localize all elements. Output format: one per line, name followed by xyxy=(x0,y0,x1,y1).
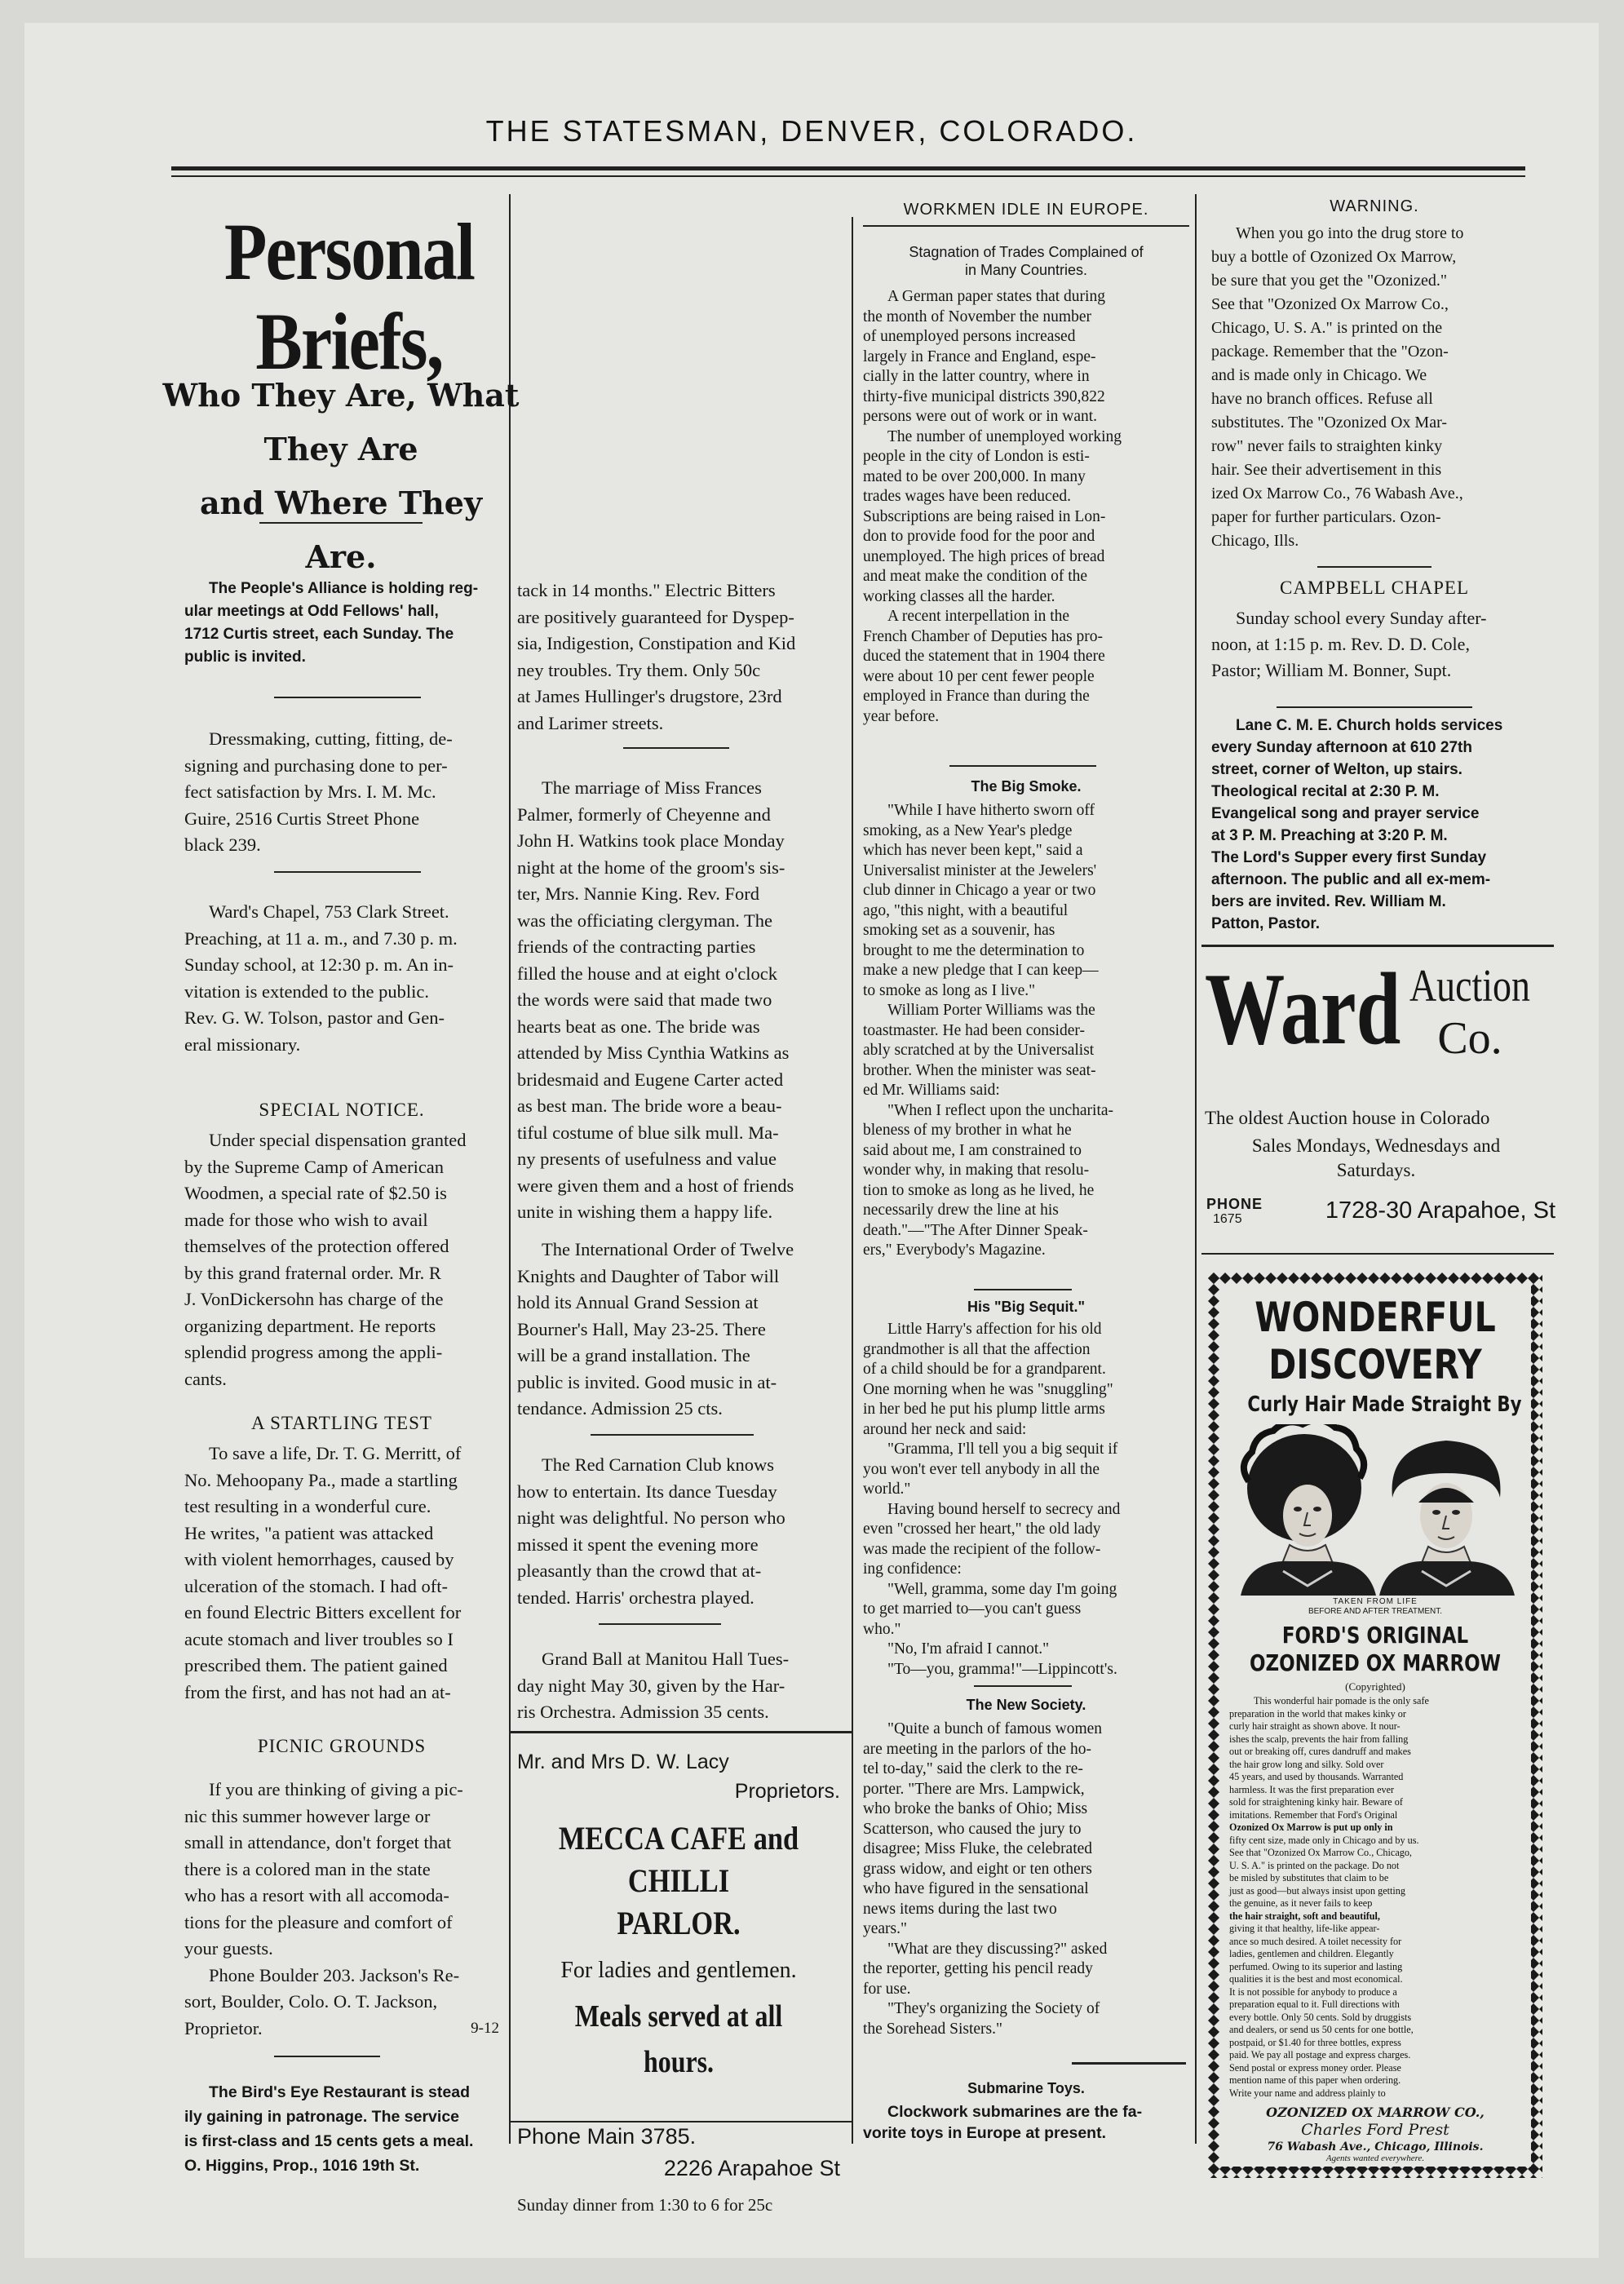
item-dressmaking: Dressmaking, cutting, fitting, de- signing and purchasing done to per- fect satisfaction by Mrs. I. M. Mc. Guire, 2516 Curtis Street Phone black 239. xyxy=(184,728,453,855)
ward-line-3: Saturdays. xyxy=(1336,1160,1416,1180)
deck-headline xyxy=(160,369,522,584)
ward-auction-ad xyxy=(1205,953,1554,1263)
separator xyxy=(591,1434,754,1436)
separator xyxy=(1317,566,1432,568)
separator xyxy=(274,697,421,698)
ford-name-1: FORD'S ORIGINAL xyxy=(1281,1622,1469,1649)
item-birds-eye-restaurant: The Bird's Eye Restaurant is stead ily gaining in patronage. The service is first-class and 15 cents gets a meal. O. Higgins, Prop., 1016 19th St. xyxy=(184,2083,474,2175)
after-portrait xyxy=(1379,1441,1515,1596)
item-electric-bitters-cont: tack in 14 months." Electric Bitters are positively guaranteed for Dyspep- sia, Indigestion, Constipation and Kid ney troubles. Try them. Only 50c at James Hullinger's drugstore, 23rd and Larimer streets. xyxy=(517,580,796,733)
column-rule-2 xyxy=(852,217,853,2144)
headline-rule xyxy=(259,522,423,524)
ward-address: 1728-30 Arapahoe, St xyxy=(1325,1197,1555,1224)
picnic-grounds-title: PICNIC GROUNDS xyxy=(257,1736,427,1756)
mecca-cafe-ad xyxy=(517,1747,840,2217)
separator xyxy=(274,2056,380,2057)
notice-campbell-chapel: Sunday school every Sunday after- noon, at 1:15 p. m. Rev. D. D. Cole, Pastor; William M. Bonner, Supt. xyxy=(1211,608,1487,680)
deck-line-1: Who They Are, What They Are xyxy=(162,377,520,467)
separator xyxy=(949,765,1096,767)
separator xyxy=(1277,706,1472,708)
ward-line-1: The oldest Auction house in Colorado xyxy=(1205,1108,1490,1128)
ford-caption-2: BEFORE AND AFTER TREATMENT. xyxy=(1308,1607,1443,1616)
ward-phone-label: PHONE xyxy=(1206,1196,1263,1212)
ford-agents: Agents wanted everywhere. xyxy=(1325,2153,1425,2163)
mecca-meals: Meals served at all hours. xyxy=(574,1999,783,2079)
ford-title-1: WONDERFUL xyxy=(1255,1294,1496,1341)
ford-copyright: (Copyrighted) xyxy=(1345,1680,1405,1693)
campbell-chapel-title: CAMPBELL CHAPEL xyxy=(1279,578,1470,598)
mecca-address: 2226 Arapahoe St xyxy=(663,2156,840,2180)
item-startling-test: To save a life, Dr. T. G. Merritt, of No. Mehoopany Pa., made a startling test resulting in a wonderful cure. He writes, "a patient was attacked with violent hemorrhages, caused by ulceration of the stomach. I had oft- en found Electric Bitters excellent for acute stomach and liver troubles so I prescribed them. The patient gained from the first, and has not had an at- xyxy=(184,1443,462,1702)
special-notice-title: SPECIAL NOTICE. xyxy=(259,1100,425,1120)
ward-phone-number: 1675 xyxy=(1213,1212,1242,1226)
warning-title: WARNING. xyxy=(1330,197,1419,215)
separator xyxy=(1072,2062,1186,2065)
masthead: THE STATESMAN, DENVER, COLORADO. xyxy=(485,114,1138,148)
picnic-date-code: 9-12 xyxy=(471,2019,499,2037)
ford-company: OZONIZED OX MARROW CO., xyxy=(1266,2105,1485,2120)
ford-tagline: Curly Hair Made Straight By xyxy=(1247,1392,1522,1417)
ward-auction: Auction xyxy=(1409,961,1530,1011)
new-society-title: The New Society. xyxy=(966,1697,1086,1713)
ford-title-2: DISCOVERY xyxy=(1268,1341,1482,1388)
item-marriage: The marriage of Miss Frances Palmer, formerly of Cheyenne and John H. Watkins took place Monday night at the home of the groom's sis- ter, Mrs. Nannie King. Rev. Ford was the officiating clergyman. The friends of the contracting parties filled the house and at eight o'clock the words were said that made two hearts beat as one. The bride was attended by Miss Cynthia Watkins as bridesmaid and Eugene Carter acted as best man. The bride wore a beau- tiful costume of blue silk mull. Ma- ny presents of usefulness and value were given them and a host of friends unite in wishing them a happy life. xyxy=(517,777,794,1222)
ford-address: 76 Wabash Ave., Chicago, Illinois. xyxy=(1267,2140,1484,2153)
ad-rule-bottom xyxy=(509,2121,852,2122)
item-grand-ball: Grand Ball at Manitou Hall Tues- day night May 30, given by the Har- ris Orchestra. Admission 35 cents. xyxy=(517,1649,790,1722)
masthead-rule-thick xyxy=(171,166,1525,170)
mecca-sunday-dinner: Sunday dinner from 1:30 to 6 for 25c xyxy=(517,2195,773,2215)
column-rule-3 xyxy=(1195,194,1197,2144)
title-rule xyxy=(863,225,1189,227)
item-knights-of-tabor: The International Order of Twelve Knights and Daughter of Tabor will hold its Annual Grand Session at Bourner's Hall, May 23-25. There will be a grand installation. The public is invited. Good music in at- tendance. Admission 25 cts. xyxy=(517,1239,794,1419)
submarine-toys-title: Submarine Toys. xyxy=(967,2080,1085,2096)
article-new-society: "Quite a bunch of famous women are meeting in the parlors of the ho- tel to-day," said the clerk to the re- porter. "There are Mrs. Lampwick, who broke the banks of Ohio; Miss Scatterson, who caused the jury to disagree; Miss Fluke, the celebrated grass widow, and eight or ten others who have figured in the sensational news items during the last two years." "What are they discussing?" asked the reporter, getting his pencil ready for use. "They's organizing the Society of the Sorehead Sisters." xyxy=(863,1720,1108,2038)
startling-test-title: A STARTLING TEST xyxy=(251,1413,432,1433)
item-special-notice: Under special dispensation granted by the Supreme Camp of American Woodmen, a special rate of $2.50 is made for those who wish to avail themselves of the protection offered by this grand fraternal order. Mr. R J. VonDickersohn has charge of the organizing department. He reports splendid progress among the appli- cants. xyxy=(184,1130,467,1389)
item-peoples-alliance: The People's Alliance is holding reg- ular meetings at Odd Fellows' hall, 1712 Curtis street, each Sunday. The public is invited. xyxy=(184,580,479,666)
masthead-rule-thin xyxy=(171,175,1525,177)
headline-personal-briefs: Personal Briefs, xyxy=(223,206,475,387)
ad-rule-top xyxy=(509,1731,852,1733)
item-wards-chapel: Ward's Chapel, 753 Clark Street. Preaching, at 11 a. m., and 7.30 p. m. Sunday school, at 12:30 p. m. An in- vitation is extended to the public. Rev. G. W. Tolson, pastor and Gen- eral missionary. xyxy=(184,901,458,1055)
separator xyxy=(623,747,729,749)
article-submarine-toys: Clockwork submarines are the fa- vorite toys in Europe at present. xyxy=(863,2103,1143,2142)
mecca-owners: Mr. and Mrs D. W. Lacy xyxy=(517,1751,729,1773)
deck-line-2: and Where They Are. xyxy=(199,485,483,575)
mecca-name-1: MECCA CAFE and CHILLI xyxy=(558,1820,799,1899)
ford-signature: Charles Ford Prest xyxy=(1301,2121,1449,2139)
ford-caption-1: TAKEN FROM LIFE xyxy=(1333,1597,1418,1606)
ward-name: Ward xyxy=(1205,953,1401,1066)
ward-line-2: Sales Mondays, Wednesdays and xyxy=(1251,1135,1501,1156)
article-workmen-idle: A German paper states that during the month of November the number of unemployed persons increased largely in France and England, espe- cially in the latter country, where in thirty-five municipal districts 390,822 persons were out of work or in want. The number of unemployed working people in the city of London is esti- mated to be over 200,000. In many trades wages have been reduced. Subscriptions are being raised in Lon- don to provide food for the poor and unemployed. The high prices of bread and meat make the condition of the working classes all the harder. A recent interpellation in the French Chamber of Deputies has pro- duced the statement that in 1904 there were about 10 per cent fewer people employed in France than during the year before. xyxy=(863,288,1122,725)
notice-lane-church: Lane C. M. E. Church holds services every Sunday afternoon at 610 27th street, corner of Welton, up stairs. Theological recital at 2:30 P. M. Evangelical song and prayer service at 3 P. M. Preaching at 3:20 P. M. The Lord's Supper every first Sunday afternoon. The public and all ex-mem- bers are invited. Rev. William M. Patton, Pastor. xyxy=(1211,717,1503,932)
separator xyxy=(274,871,421,873)
separator xyxy=(599,1623,721,1625)
article-big-sequit: Little Harry's affection for his old grandmother is all that the affection of a child should be for a grandparent. One morning when he was "snuggling" in her bed he put his plump little arms around her neck and said: "Gramma, I'll tell you a big sequit if you won't ever tell anybody in all the world." Having bound herself to secrecy and even "crossed her heart," the old lady was made the recipient of the follow- ing confidence: "Well, gramma, some day I'm going to get married to—you can't guess who." "No, I'm afraid I cannot." "To—you, gramma!"—Lippincott's. xyxy=(863,1321,1121,1678)
before-after-portraits xyxy=(1232,1424,1518,1596)
ford-name-2: OZONIZED OX MARROW xyxy=(1249,1649,1502,1676)
before-portrait xyxy=(1241,1424,1376,1596)
newspaper-page xyxy=(24,23,1599,2258)
ad-rule-top xyxy=(1201,945,1554,947)
ward-co: Co. xyxy=(1437,1013,1502,1064)
workmen-idle-subtitle: Stagnation of Trades Complained of in Many Countries. xyxy=(909,244,1144,278)
item-red-carnation-club: The Red Carnation Club knows how to entertain. Its dance Tuesday night was delightful. No person who missed it spent the evening more pleasantly than the crowd that at- tended. Harris' orchestra played. xyxy=(517,1454,785,1608)
ford-body: This wonderful hair pomade is the only safe preparation in the world that makes kinky or curly hair straight as shown above. It nour- ishes the scalp, prevents the hair from falling out or breaking off, cures dandruff and makes the hair grow long and silky. Sold over 45 years, and used by thousands. Warranted harmless. It was the first preparation ever sold for straightening kinky hair. Beware of imitations. Remember that Ford's Original Ozonized Ox Marrow is put up only in fifty cent size, made only in Chicago and by us. See that "Ozonized Ox Marrow Co., Chicago, U. S. A." is printed on the package. Do not be misled by substitutes that claim to be just as good—but always insist upon getting the genuine, as it never fails to keep the hair straight, soft and beautiful, giving it that healthy, life-like appear- ance so much desired. A toilet necessity for ladies, gentlemen and children. Elegantly perfumed. Owing to its superior and lasting qualities it is the best and most economical. It is not possible for anybody to produce a preparation equal to it. Full directions with every bottle. Only 50 cents. Sold by druggists and dealers, or send us 50 cents for one bottle, postpaid, or $1.40 for three bottles, express paid. We pay all postage and express charges. Send postal or express money order. Please mention name of this paper when ordering. Write your name and address plainly to xyxy=(1229,1695,1429,2099)
article-big-smoke: "While I have hitherto sworn off smoking, as a New Year's pledge which has never been kept," said a Universalist minister at the Jewelers' club dinner in Chicago a year or two ago, "this night, with a beautiful smoking set as a souvenir, has brought to me the determination to make a new pledge that I can keep— to smoke as long as I live." William Porter Williams was the toastmaster. He had been consider- ably scratched at by the Universalist brother. When the minister was seat- ed Mr. Williams said: "When I reflect upon the uncharita- bleness of my brother in what he said about me, I am constrained to wonder why, in making that resolu- tion to smoke as long as he lived, he necessarily drew the line at his death."—"The After Dinner Speak- ers," Everybody's Magazine. xyxy=(863,802,1114,1259)
mecca-name-2: PARLOR. xyxy=(617,1905,741,1941)
big-sequit-title: His "Big Sequit." xyxy=(967,1299,1086,1315)
ford-ozonized-ad xyxy=(1208,1273,1542,2178)
separator xyxy=(974,1685,1072,1687)
separator xyxy=(974,1289,1072,1290)
big-smoke-title: The Big Smoke. xyxy=(971,778,1082,795)
ad-rule-bottom xyxy=(1201,1253,1554,1255)
notice-warning: When you go into the drug store to buy a bottle of Ozonized Ox Marrow, be sure that you get the "Ozonized." See that "Ozonized Ox Marrow Co., Chicago, U. S. A." is printed on the package. Remember that the "Ozon- and is made only in Chicago. We have no branch offices. Refuse all substitutes. The "Ozonized Ox Mar- row" never fails to straighten kinky hair. See their advertisement in this ized Ox Marrow Co., 76 Wabash Ave., paper for further particulars. Ozon- Chicago, Ills. xyxy=(1211,224,1464,550)
mecca-proprietors: Proprietors. xyxy=(734,1780,840,1803)
item-picnic-grounds: If you are thinking of giving a pic- nic this summer however large or small in attendance, don't forget that there is a colored man in the state who has a resort with all accomoda- tions for the pleasure and comfort of your guests. Phone Boulder 203. Jackson's Re- sort, Boulder, Colo. O. T. Jackson, Proprietor. 9-12 xyxy=(184,1777,499,2042)
mecca-phone: Phone Main 3785. xyxy=(517,2124,697,2149)
mecca-for: For ladies and gentlemen. xyxy=(560,1958,797,1983)
workmen-idle-title: WORKMEN IDLE IN EUROPE. xyxy=(903,201,1149,219)
